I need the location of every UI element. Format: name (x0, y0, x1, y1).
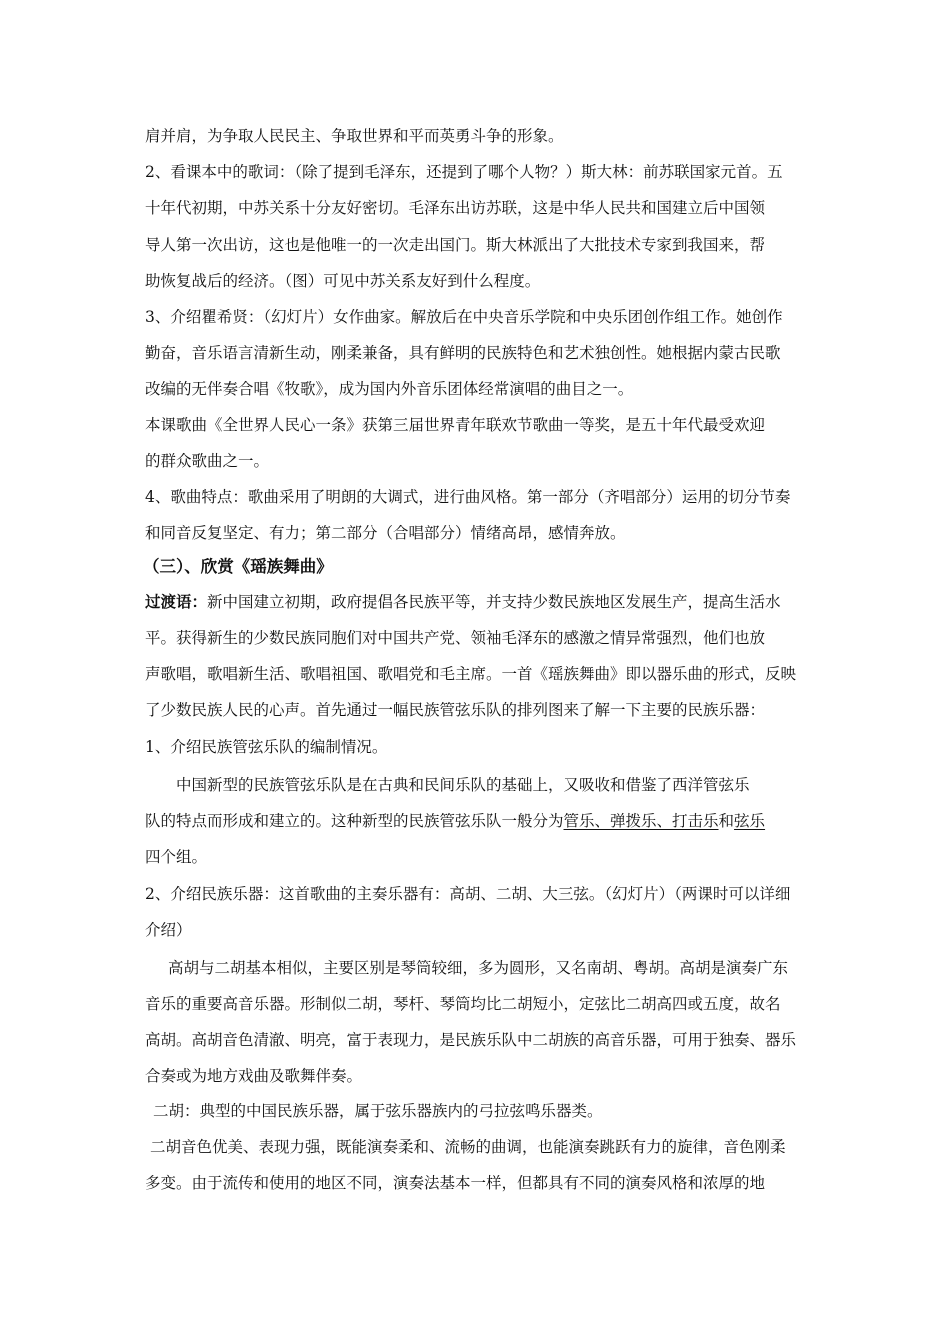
paragraph-text: 队的特点而形成和建立的。这种新型的民族管弦乐队一般分为 (145, 812, 564, 830)
paragraph-text: 和 (718, 812, 735, 830)
paragraph-line: 高胡。高胡音色清澈、明亮，富于表现力，是民族乐队中二胡族的高音乐器，可用于独奏、器乐 (145, 1031, 797, 1049)
transition-label: 过渡语： (145, 592, 208, 611)
paragraph-line: 合奏或为地方戏曲及歌舞伴奏。 (145, 1067, 363, 1085)
paragraph-line: 1、介绍民族管弦乐队的编制情况。 (145, 738, 388, 756)
paragraph-line: 二胡音色优美、表现力强，既能演奏柔和、流畅的曲调，也能演奏跳跃有力的旋律，音色刚柔 (150, 1138, 786, 1156)
paragraph-line: 音乐的重要高音乐器。形制似二胡，琴杆、琴筒均比二胡短小，定弦比二胡高四或五度，故名 (145, 995, 781, 1013)
paragraph-line: 改编的无伴奏合唱《牧歌》，成为国内外音乐团体经常演唱的曲目之一。 (145, 380, 634, 398)
section-heading: （三）、欣赏《瑶族舞曲》 (143, 557, 333, 576)
paragraph-line: 声歌唱，歌唱新生活、歌唱祖国、歌唱党和毛主席。一首《瑶族舞曲》即以器乐曲的形式，反映 (145, 665, 797, 683)
paragraph-line: 本课歌曲《全世界人民心一条》获第三届世界青年联欢节歌曲一等奖，是五十年代最受欢迎 (145, 416, 766, 434)
paragraph-line: 勤奋，音乐语言清新生动，刚柔兼备，具有鲜明的民族特色和艺术独创性。她根据内蒙古民歌 (145, 344, 781, 362)
paragraph-line (145, 811, 765, 831)
paragraph-line: 多变。由于流传和使用的地区不同，演奏法基本一样，但都具有不同的演奏风格和浓厚的地 (145, 1174, 766, 1192)
paragraph-line: 高胡与二胡基本相似，主要区别是琴筒较细，多为圆形，又名南胡、粤胡。高胡是演奏广东 (168, 959, 789, 977)
paragraph-line (145, 592, 781, 612)
paragraph-line: 和同音反复坚定、有力；第二部分（合唱部分）情绪高昂，感情奔放。 (145, 524, 626, 542)
paragraph-text: 新中国建立初期，政府提倡各民族平等，并支持少数民族地区发展生产，提高生活水 (207, 593, 781, 611)
underlined-term: 弦乐 (734, 812, 766, 830)
paragraph-line: 中国新型的民族管弦乐队是在古典和民间乐队的基础上，又吸收和借鉴了西洋管弦乐 (176, 776, 750, 794)
paragraph-line: 的群众歌曲之一。 (145, 452, 270, 470)
underlined-term: 管乐、弹拨乐、打击乐 (563, 812, 719, 830)
paragraph-line: 导人第一次出访，这也是他唯一的一次走出国门。斯大林派出了大批技术专家到我国来，帮 (145, 236, 766, 254)
paragraph-line: 3、介绍瞿希贤：（幻灯片）女作曲家。解放后在中央音乐学院和中央乐团创作组工作。她创作 (145, 308, 783, 326)
paragraph-line: 2、介绍民族乐器：这首歌曲的主奏乐器有：高胡、二胡、大三弦。（幻灯片）（两课时可以详细 (145, 885, 791, 903)
paragraph-line: 了少数民族人民的心声。首先通过一幅民族管弦乐队的排列图来了解一下主要的民族乐器： (145, 701, 766, 719)
paragraph-line: 四个组。 (145, 848, 208, 866)
paragraph-line: 平。获得新生的少数民族同胞们对中国共产党、领袖毛泽东的感激之情异常强烈，他们也放 (145, 629, 766, 647)
paragraph-line: 肩并肩，为争取人民民主、争取世界和平而英勇斗争的形象。 (145, 127, 564, 145)
paragraph-line: 介绍） (145, 921, 192, 939)
paragraph-line: 2、看课本中的歌词：（除了提到毛泽东，还提到了哪个人物？）斯大林：前苏联国家元首。五 (145, 163, 783, 181)
paragraph-line: 4、歌曲特点：歌曲采用了明朗的大调式，进行曲风格。第一部分（齐唱部分）运用的切分节奏 (145, 488, 791, 506)
paragraph-line: 十年代初期，中苏关系十分友好密切。毛泽东出访苏联，这是中华人民共和国建立后中国领 (145, 199, 766, 217)
paragraph-line: 二胡：典型的中国民族乐器，属于弦乐器族内的弓拉弦鸣乐器类。 (153, 1102, 603, 1120)
paragraph-line: 助恢复战后的经济。（图）可见中苏关系友好到什么程度。 (145, 272, 541, 290)
